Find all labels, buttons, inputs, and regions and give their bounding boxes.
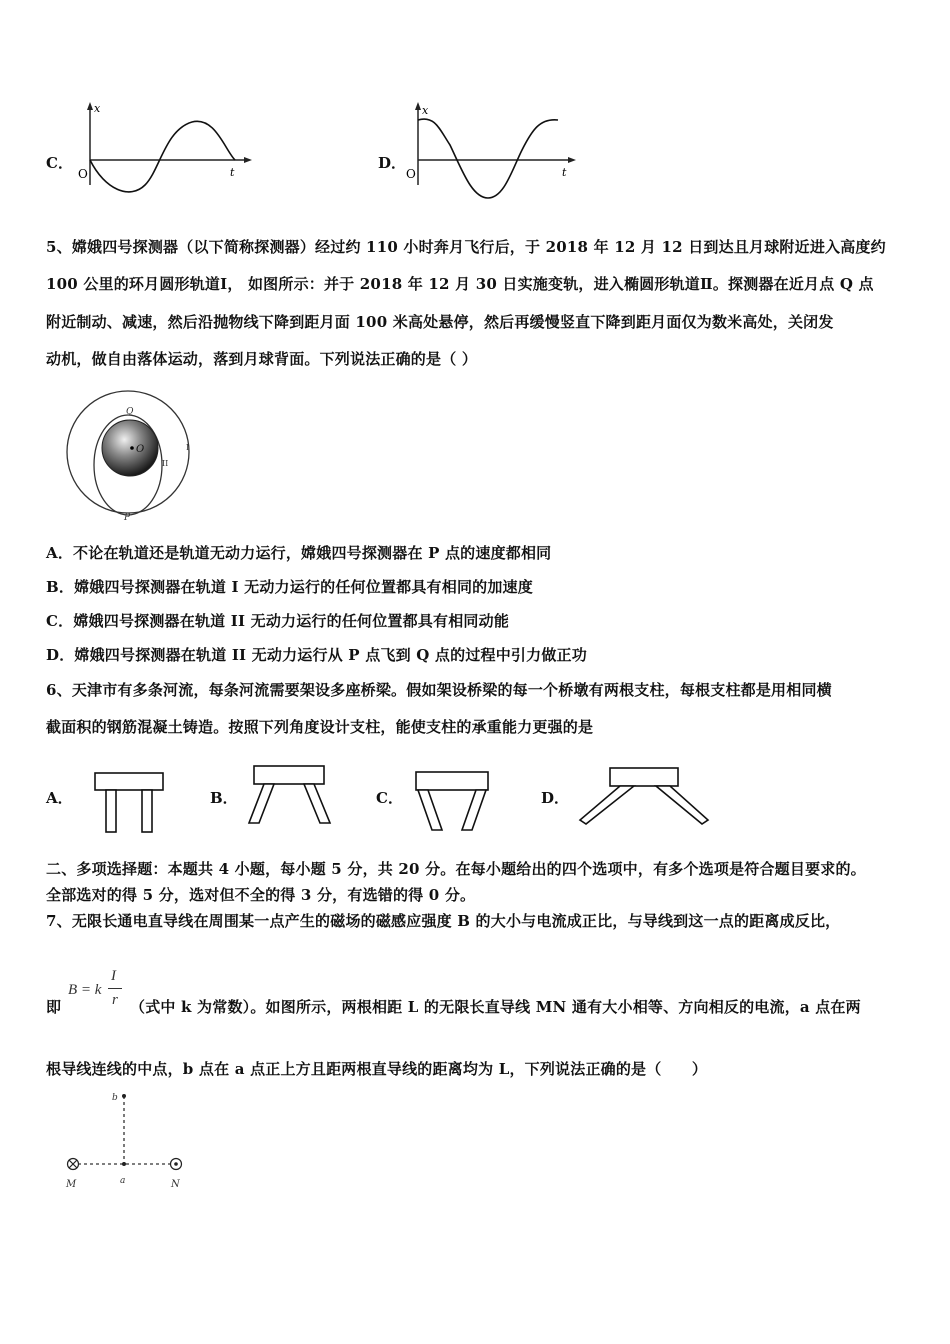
fig-label-ii: II <box>162 459 169 468</box>
q6-option-a-figure[interactable] <box>94 772 166 834</box>
section2-heading-line2: 全部选对的得 5 分，选对但不全的得 3 分，有选错的得 0 分。 <box>46 886 476 904</box>
fig-label-n: N <box>171 1179 180 1190</box>
section2-heading-line1: 二、多项选择题：本题共 4 小题，每小题 5 分，共 20 分。在每小题给出的四个选项中，有多个选项是符合题目要求的。 <box>46 860 866 878</box>
q6-option-c-label[interactable]: C． <box>376 789 403 807</box>
moon-sphere <box>102 420 158 476</box>
fig-label-i: I <box>186 443 190 452</box>
q5-text-line4: 动机，做自由落体运动，落到月球背面。下列说法正确的是（ ） <box>46 350 478 368</box>
q6-option-d-label[interactable]: D． <box>541 789 570 807</box>
q6-text-line2: 截面积的钢筋混凝土铸造。按照下列角度设计支柱，能使支柱的承重能力更强的是 <box>46 718 594 736</box>
wire-n-out-of-page-icon <box>171 1159 182 1170</box>
q4-option-d-graph[interactable] <box>400 100 590 190</box>
fig-label-b: b <box>112 1093 118 1103</box>
q5-option-b[interactable]: B．嫦娥四号探测器在轨道 I 无动力运行的任何位置都具有相同的加速度 <box>46 578 533 596</box>
q6-option-d-figure[interactable] <box>578 766 712 828</box>
q4-option-c-label[interactable]: C． <box>46 154 73 172</box>
axis-t-label: t <box>230 166 235 179</box>
q6-option-a-label[interactable]: A． <box>46 789 73 807</box>
q5-text-line2: 100 公里的环月圆形轨道Ⅰ， 如图所示：并于 2018 年 12 月 30 日实施变轨，进入椭圆形轨道Ⅱ。探测器在近月点 Q 点 <box>46 275 874 293</box>
q4-option-c-graph[interactable] <box>70 100 260 190</box>
q4-option-d-label[interactable]: D． <box>378 154 407 172</box>
formula-lhs: B = k <box>68 982 102 998</box>
origin-label: O <box>78 167 88 181</box>
q7-text-line3: 根导线连线的中点，b 点在 a 点正上方且距两根直导线的距离均为 L，下列说法正确的是（ ） <box>46 1060 708 1078</box>
axis-t-label: t <box>562 166 567 179</box>
wire-m-into-page-icon <box>68 1159 79 1170</box>
axis-x-label: x <box>94 102 101 115</box>
q6-option-b-figure[interactable] <box>248 765 334 827</box>
q6-option-c-figure[interactable] <box>412 770 494 832</box>
q7-text-line2: （式中 k 为常数）。如图所示，两根相距 L 的无限长直导线 MN 通有大小相等、方向相反的电流，a 点在两 <box>130 998 861 1016</box>
axis-x-label: x <box>422 104 429 117</box>
fig-label-o: O <box>136 444 145 455</box>
q5-option-c[interactable]: C．嫦娥四号探测器在轨道 II 无动力运行的任何位置都具有相同动能 <box>46 612 510 630</box>
fig-label-m: M <box>66 1179 77 1190</box>
q7-text-line2-prefix: 即 <box>46 998 62 1016</box>
q6-text-line1: 6、天津市有多条河流，每条河流需要架设多座桥梁。假如架设桥梁的每一个桥墩有两根支柱，每根支柱都是用相同横 <box>46 681 832 699</box>
origin-label: O <box>406 167 416 181</box>
fig-label-a: a <box>120 1176 126 1186</box>
q6-option-b-label[interactable]: B． <box>210 789 238 807</box>
q5-text-line3: 附近制动、减速，然后沿抛物线下降到距月面 100 米高处悬停，然后再缓慢竖直下降到距月面仅为数米高处，关闭发 <box>46 313 834 331</box>
q7-text-line1: 7、无限长通电直导线在周围某一点产生的磁场的磁感应强度 B 的大小与电流成正比，与导线到这一点的距离成反比， <box>46 912 841 930</box>
q5-option-a[interactable]: A．不论在轨道还是轨道无动力运行，嫦娥四号探测器在 P 点的速度都相同 <box>46 544 552 562</box>
q5-orbit-figure <box>66 390 196 523</box>
formula-numerator: I <box>111 968 116 984</box>
q5-option-d[interactable]: D．嫦娥四号探测器在轨道 II 无动力运行从 P 点飞到 Q 点的过程中引力做正功 <box>46 646 587 664</box>
q7-wires-figure <box>58 1086 198 1196</box>
formula-denominator: r <box>112 992 118 1008</box>
formula-fraction-bar <box>108 988 122 989</box>
fig-label-q: Q <box>126 407 134 417</box>
fig-label-p: P <box>124 513 131 523</box>
q5-text-line1: 5、嫦娥四号探测器（以下简称探测器）经过约 110 小时奔月飞行后，于 2018 年 12 月 12 日到达且月球附近进入高度约 <box>46 238 886 256</box>
